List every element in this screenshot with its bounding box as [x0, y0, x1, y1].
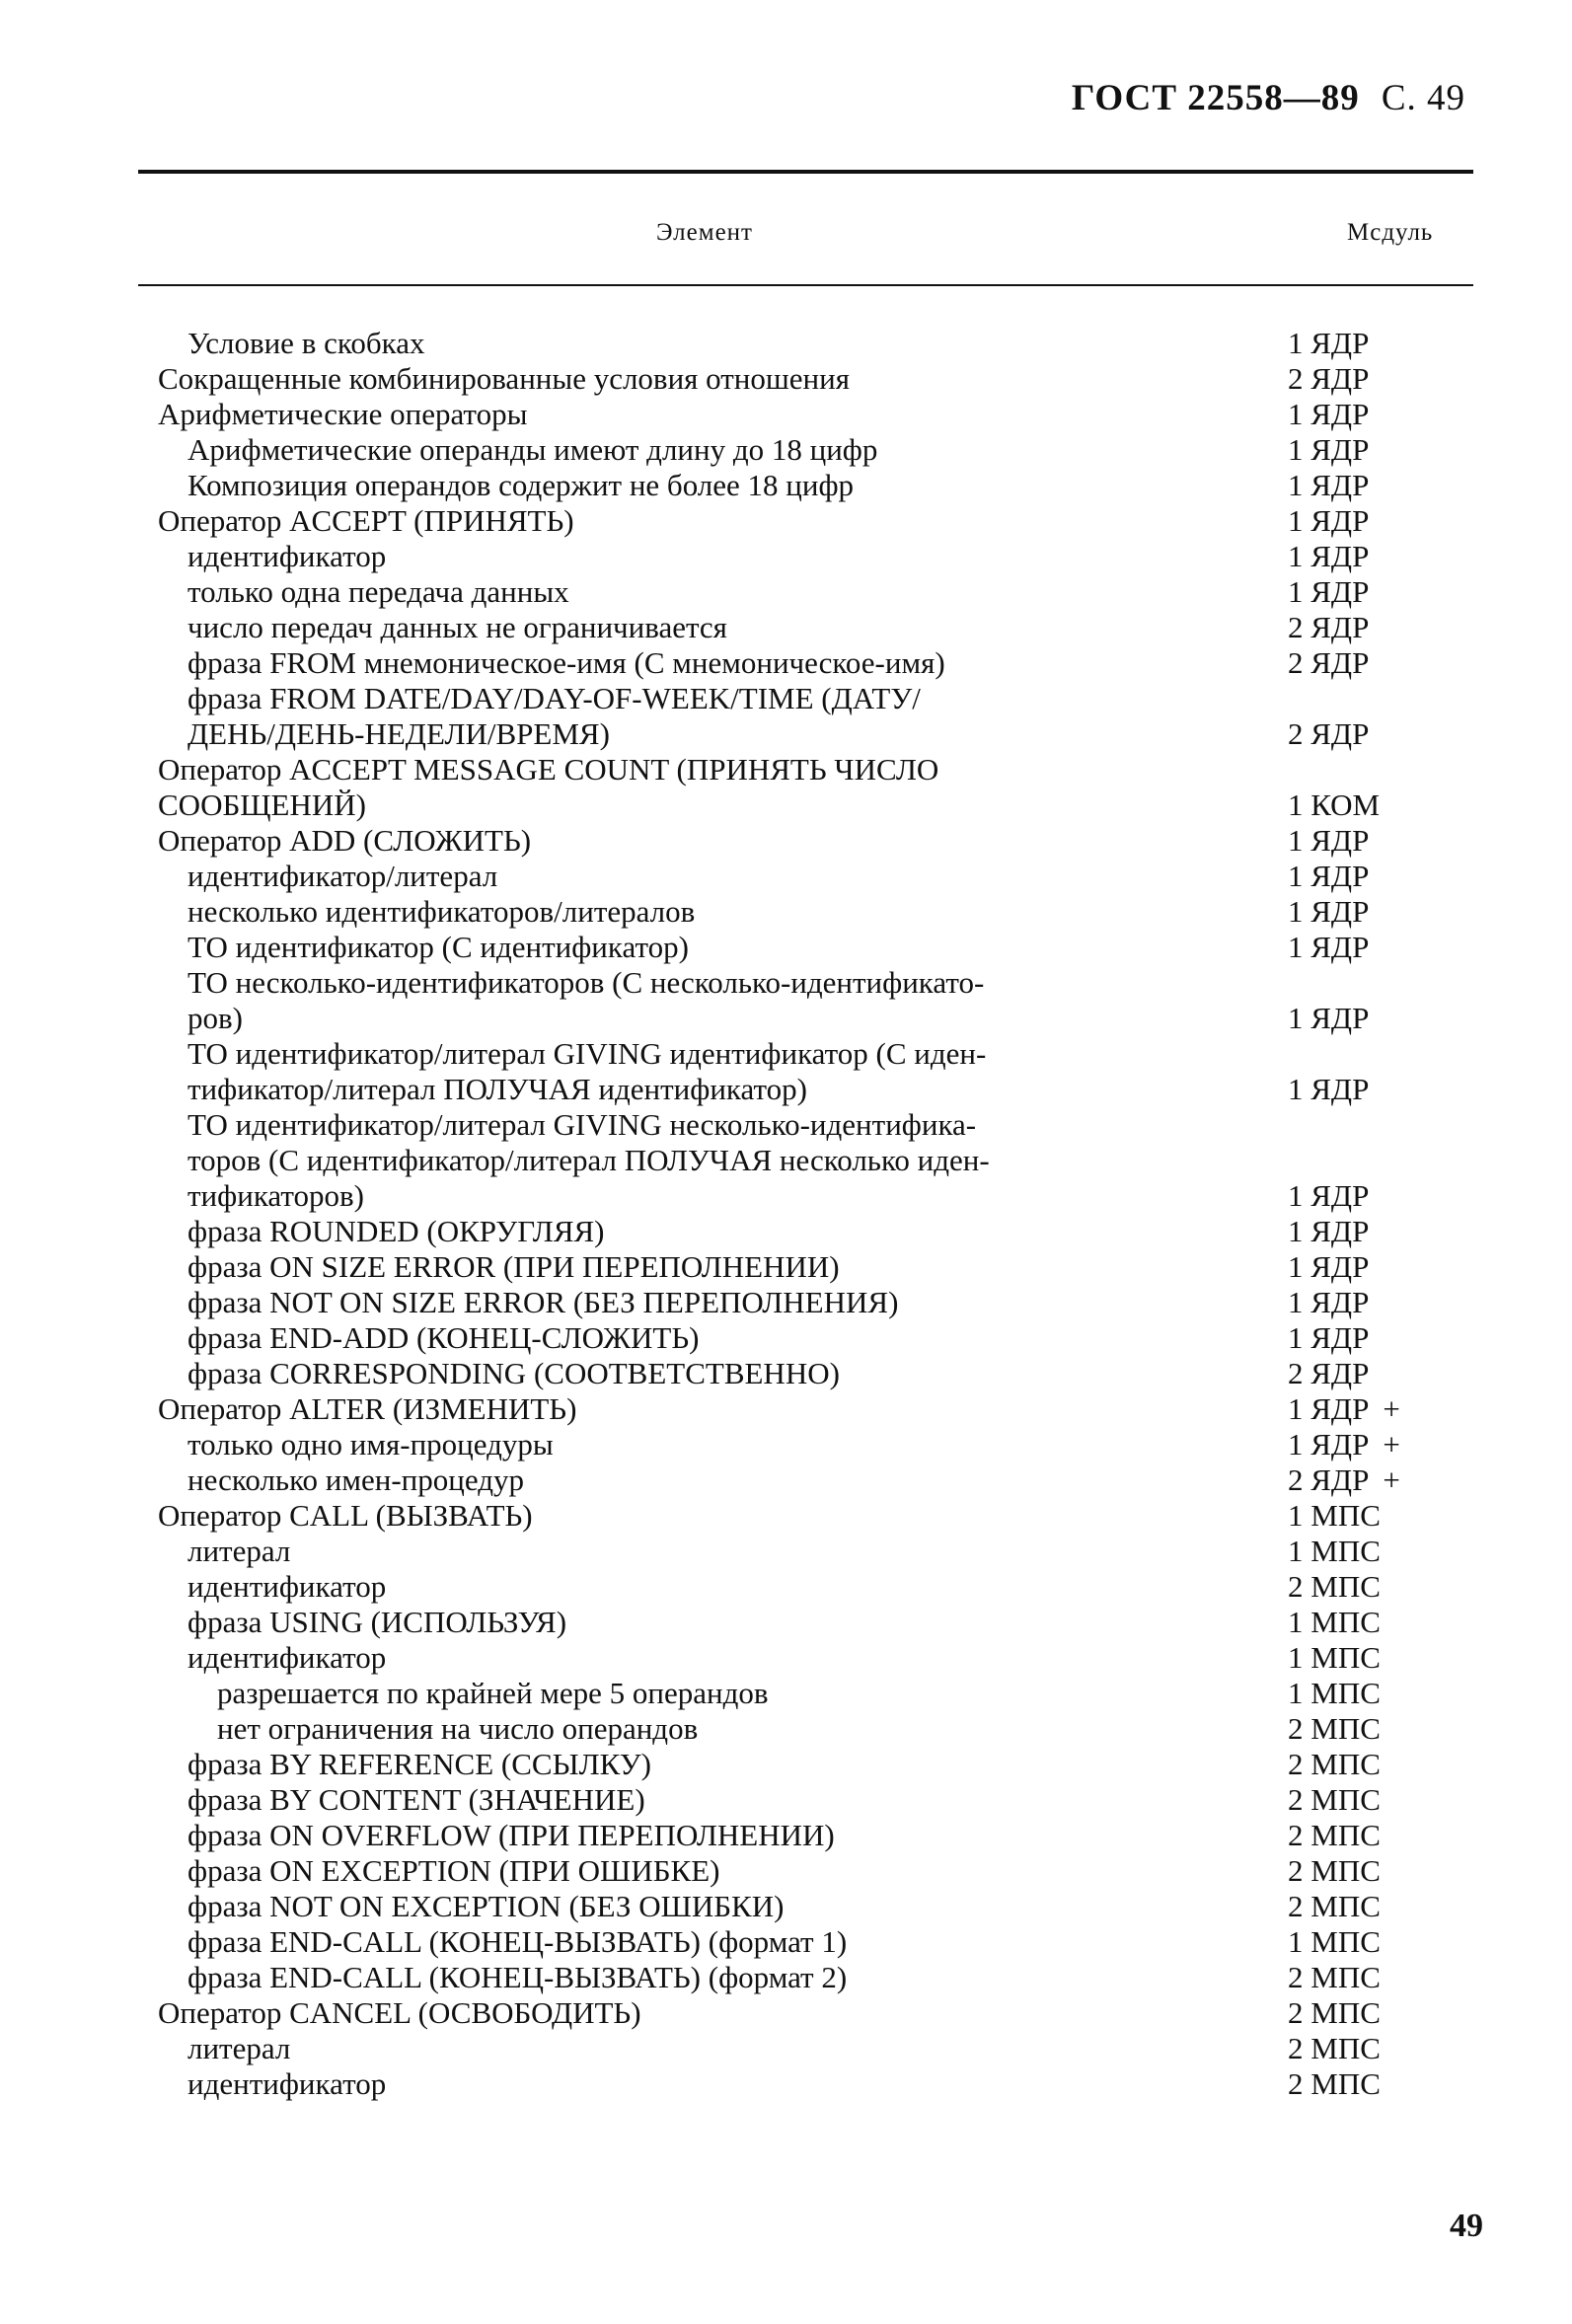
- module-value: 2 ЯДР: [1288, 645, 1370, 680]
- element-text-line: разрешается по крайней мере 5 операндов: [217, 1676, 769, 1710]
- module-cell: [1288, 1427, 1400, 1462]
- element-text-line: Оператор CANCEL (ОСВОБОДИТЬ): [158, 1995, 641, 2030]
- table-row: [0, 574, 1572, 610]
- module-value: 1 ЯДР: [1288, 1391, 1370, 1426]
- element-cell: [187, 1889, 1236, 1924]
- module-value: 1 ЯДР: [1288, 1072, 1370, 1106]
- page-label: С. 49: [1381, 78, 1465, 118]
- module-value: 2 ЯДР: [1288, 1356, 1370, 1390]
- module-cell: [1288, 1072, 1369, 1107]
- module-value: 1 КОМ: [1288, 787, 1381, 822]
- table-row: [0, 1249, 1572, 1285]
- element-text-line: идентификатор: [187, 1569, 387, 1604]
- module-cell: [1288, 1782, 1381, 1818]
- table-top-rule: [138, 170, 1473, 174]
- element-text-line: фраза END-CALL (КОНЕЦ-ВЫЗВАТЬ) (формат 2): [187, 1960, 848, 1994]
- module-cell: [1288, 1391, 1400, 1427]
- module-cell: [1288, 930, 1369, 965]
- module-cell: [1288, 787, 1380, 823]
- module-value: 2 МПС: [1288, 1818, 1381, 1852]
- element-text-line: Оператор CALL (ВЫЗВАТЬ): [158, 1498, 533, 1533]
- element-text-line: фраза CORRESPONDING (СООТВЕТСТВЕННО): [187, 1356, 840, 1390]
- element-text-line: фраза END-CALL (КОНЕЦ-ВЫЗВАТЬ) (формат 1): [187, 1924, 848, 1959]
- element-cell: [187, 1853, 1236, 1889]
- table-row: [0, 1356, 1572, 1391]
- module-cell: [1288, 894, 1369, 930]
- table-row: [0, 1285, 1572, 1320]
- element-cell: [158, 1498, 1236, 1534]
- table-row: [0, 1782, 1572, 1818]
- table-row: [0, 1462, 1572, 1498]
- table-row: [0, 503, 1572, 539]
- module-cell: [1288, 1356, 1369, 1391]
- element-text-line: литерал: [187, 2031, 291, 2065]
- table-row: [0, 468, 1572, 503]
- module-value: 2 МПС: [1288, 1711, 1381, 1746]
- module-value: 1 МПС: [1288, 1498, 1381, 1533]
- table-row: [0, 1107, 1572, 1214]
- element-cell: [187, 1960, 1236, 1995]
- module-value: 1 ЯДР: [1288, 539, 1370, 573]
- plus-mark: +: [1383, 1462, 1400, 1497]
- plus-mark: +: [1383, 1427, 1400, 1462]
- standard-title: ГОСТ 22558—89: [1071, 78, 1360, 118]
- element-text-line: только одно имя-процедуры: [187, 1427, 554, 1462]
- element-cell: [187, 1036, 1236, 1107]
- table-row: [0, 1427, 1572, 1462]
- element-cell: [187, 965, 1236, 1036]
- element-cell: [187, 930, 1236, 965]
- element-text-line: Арифметические операторы: [158, 397, 528, 431]
- module-value: 1 МПС: [1288, 1924, 1381, 1959]
- element-cell: [187, 1640, 1236, 1676]
- table-row: [0, 1391, 1572, 1427]
- element-cell: [187, 894, 1236, 930]
- table-row: [0, 1036, 1572, 1107]
- element-text-line: Оператор ACCEPT MESSAGE COUNT (ПРИНЯТЬ ЧИСЛО: [158, 752, 939, 787]
- element-text-line: фраза NOT ON EXCEPTION (БЕЗ ОШИБКИ): [187, 1889, 785, 1923]
- element-text-line: фраза END-ADD (КОНЕЦ-СЛОЖИТЬ): [187, 1320, 700, 1355]
- module-cell: [1288, 1320, 1369, 1356]
- table-row: [0, 1711, 1572, 1747]
- element-cell: [187, 1285, 1236, 1320]
- table-row: [0, 432, 1572, 468]
- module-value: 2 МПС: [1288, 2066, 1381, 2101]
- element-text-line: фраза ROUNDED (ОКРУГЛЯЯ): [187, 1214, 605, 1248]
- element-cell: [187, 1924, 1236, 1960]
- element-cell: [187, 610, 1236, 645]
- element-text-line: СООБЩЕНИЙ): [158, 787, 366, 822]
- module-value: 2 ЯДР: [1288, 1462, 1370, 1497]
- module-cell: [1288, 1498, 1381, 1534]
- element-cell: [187, 1320, 1236, 1356]
- element-text-line: тификатор/литерал ПОЛУЧАЯ идентификатор): [187, 1072, 807, 1106]
- table-row: [0, 930, 1572, 965]
- module-value: 1 ЯДР: [1288, 1427, 1370, 1462]
- module-value: 1 ЯДР: [1288, 397, 1370, 431]
- element-text-line: нет ограничения на число операндов: [217, 1711, 699, 1746]
- element-cell: [187, 468, 1236, 503]
- module-value: 2 ЯДР: [1288, 716, 1370, 751]
- module-value: 1 ЯДР: [1288, 1320, 1370, 1355]
- table-row: [0, 1853, 1572, 1889]
- element-text-line: идентификатор: [187, 2066, 387, 2101]
- element-cell: [187, 1534, 1236, 1569]
- table-row: [0, 1889, 1572, 1924]
- element-text-line: фраза NOT ON SIZE ERROR (БЕЗ ПЕРЕПОЛНЕНИЯ): [187, 1285, 899, 1319]
- module-value: 1 ЯДР: [1288, 432, 1370, 467]
- module-cell: [1288, 1462, 1400, 1498]
- element-text-line: ТО идентификатор/литерал GIVING несколько-идентифика-: [187, 1107, 977, 1142]
- table-row: [0, 823, 1572, 859]
- module-cell: [1288, 539, 1369, 574]
- element-cell: [187, 2031, 1236, 2066]
- table-row: [0, 1640, 1572, 1676]
- module-value: 2 ЯДР: [1288, 361, 1370, 396]
- element-cell: [158, 397, 1236, 432]
- element-cell: [187, 1818, 1236, 1853]
- table-row: [0, 1534, 1572, 1569]
- element-text-line: несколько идентификаторов/литералов: [187, 894, 696, 929]
- module-cell: [1288, 823, 1369, 859]
- table-header-rule: [138, 284, 1473, 286]
- table-row: [0, 681, 1572, 752]
- element-cell: [158, 1391, 1236, 1427]
- table-row: [0, 1924, 1572, 1960]
- page-number: 49: [1450, 2208, 1483, 2244]
- element-text-line: несколько имен-процедур: [187, 1462, 524, 1497]
- module-cell: [1288, 1818, 1381, 1853]
- table-row: [0, 965, 1572, 1036]
- element-cell: [187, 1427, 1236, 1462]
- element-cell: [187, 2066, 1236, 2102]
- element-cell: [158, 1995, 1236, 2031]
- table-row: [0, 1747, 1572, 1782]
- element-cell: [158, 823, 1236, 859]
- element-cell: [187, 1249, 1236, 1285]
- table-row: [0, 539, 1572, 574]
- element-cell: [187, 1605, 1236, 1640]
- module-cell: [1288, 2066, 1381, 2102]
- element-text-line: Условие в скобках: [187, 326, 425, 360]
- element-text-line: только одна передача данных: [187, 574, 569, 609]
- table-row: [0, 1569, 1572, 1605]
- module-cell: [1288, 1995, 1381, 2031]
- module-value: 1 ЯДР: [1288, 859, 1370, 893]
- element-text-line: идентификатор: [187, 1640, 387, 1675]
- module-value: 2 МПС: [1288, 1995, 1381, 2030]
- module-cell: [1288, 1889, 1381, 1924]
- module-cell: [1288, 468, 1369, 503]
- element-text-line: идентификатор: [187, 539, 387, 573]
- module-cell: [1288, 716, 1369, 752]
- module-value: 2 МПС: [1288, 1782, 1381, 1817]
- module-cell: [1288, 361, 1369, 397]
- element-table: [0, 326, 1572, 2102]
- module-cell: [1288, 610, 1369, 645]
- element-cell: [187, 1462, 1236, 1498]
- module-value: 1 ЯДР: [1288, 894, 1370, 929]
- element-cell: [187, 1214, 1236, 1249]
- module-cell: [1288, 1285, 1369, 1320]
- element-cell: [187, 1356, 1236, 1391]
- table-row: [0, 2031, 1572, 2066]
- module-value: 1 МПС: [1288, 1676, 1381, 1710]
- element-cell: [187, 1107, 1236, 1214]
- table-row: [0, 1960, 1572, 1995]
- element-cell: [158, 503, 1236, 539]
- element-text-line: идентификатор/литерал: [187, 859, 498, 893]
- element-text-line: ТО идентификатор/литерал GIVING идентификатор (С иден-: [187, 1036, 987, 1071]
- module-cell: [1288, 1853, 1381, 1889]
- page-header: [1072, 77, 1465, 119]
- module-value: 1 ЯДР: [1288, 1285, 1370, 1319]
- element-text-line: тификаторов): [187, 1178, 364, 1213]
- module-value: 1 ЯДР: [1288, 1249, 1370, 1284]
- element-text-line: ТО идентификатор (С идентификатор): [187, 930, 689, 964]
- module-cell: [1288, 1534, 1381, 1569]
- module-value: 1 ЯДР: [1288, 1178, 1370, 1213]
- module-cell: [1288, 432, 1369, 468]
- element-cell: [158, 361, 1236, 397]
- column-header-element: Элемент: [656, 219, 753, 246]
- element-text-line: фраза USING (ИСПОЛЬЗУЯ): [187, 1605, 567, 1639]
- table-row: [0, 1676, 1572, 1711]
- module-value: 1 ЯДР: [1288, 326, 1370, 360]
- table-row: [0, 610, 1572, 645]
- element-cell: [187, 432, 1236, 468]
- element-cell: [187, 1569, 1236, 1605]
- module-value: 1 МПС: [1288, 1534, 1381, 1568]
- table-row: [0, 326, 1572, 361]
- element-text-line: Оператор ADD (СЛОЖИТЬ): [158, 823, 532, 858]
- plus-mark: +: [1383, 1391, 1400, 1426]
- table-row: [0, 361, 1572, 397]
- module-value: 1 ЯДР: [1288, 468, 1370, 502]
- module-value: 2 МПС: [1288, 2031, 1381, 2065]
- element-text-line: фраза FROM мнемоническое-имя (С мнемоническое-имя): [187, 645, 945, 680]
- table-row: [0, 894, 1572, 930]
- element-text-line: фраза FROM DATE/DAY/DAY-OF-WEEK/TIME (ДАТУ/: [187, 681, 921, 715]
- module-cell: [1288, 1001, 1369, 1036]
- module-cell: [1288, 1676, 1381, 1711]
- module-value: 1 ЯДР: [1288, 930, 1370, 964]
- module-cell: [1288, 1640, 1381, 1676]
- module-value: 1 МПС: [1288, 1605, 1381, 1639]
- element-cell: [187, 539, 1236, 574]
- element-cell: [217, 1711, 1236, 1747]
- module-value: 1 ЯДР: [1288, 574, 1370, 609]
- module-value: 1 ЯДР: [1288, 503, 1370, 538]
- element-cell: [187, 1782, 1236, 1818]
- element-text-line: Композиция операндов содержит не более 18 цифр: [187, 468, 855, 502]
- module-value: 1 ЯДР: [1288, 1001, 1370, 1035]
- module-cell: [1288, 397, 1369, 432]
- element-text-line: ТО несколько-идентификаторов (С несколько-идентификато-: [187, 965, 985, 1000]
- module-cell: [1288, 1569, 1381, 1605]
- module-cell: [1288, 859, 1369, 894]
- element-cell: [187, 326, 1236, 361]
- module-cell: [1288, 1924, 1381, 1960]
- module-cell: [1288, 574, 1369, 610]
- module-cell: [1288, 503, 1369, 539]
- element-text-line: Оператор ALTER (ИЗМЕНИТЬ): [158, 1391, 577, 1426]
- module-value: 2 МПС: [1288, 1853, 1381, 1888]
- module-value: 2 ЯДР: [1288, 610, 1370, 644]
- element-text-line: ДЕНЬ/ДЕНЬ-НЕДЕЛИ/ВРЕМЯ): [187, 716, 610, 751]
- module-value: 1 МПС: [1288, 1640, 1381, 1675]
- module-value: 2 МПС: [1288, 1569, 1381, 1604]
- element-cell: [187, 681, 1236, 752]
- element-text-line: Арифметические операнды имеют длину до 18 цифр: [187, 432, 878, 467]
- table-row: [0, 397, 1572, 432]
- element-cell: [187, 1747, 1236, 1782]
- module-value: 1 ЯДР: [1288, 1214, 1370, 1248]
- table-row: [0, 2066, 1572, 2102]
- table-row: [0, 859, 1572, 894]
- element-text-line: фраза BY REFERENCE (ССЫЛКУ): [187, 1747, 651, 1781]
- element-cell: [158, 752, 1236, 823]
- module-value: 1 ЯДР: [1288, 823, 1370, 858]
- module-value: 2 МПС: [1288, 1747, 1381, 1781]
- table-row: [0, 752, 1572, 823]
- module-cell: [1288, 1711, 1381, 1747]
- element-cell: [217, 1676, 1236, 1711]
- module-value: 2 МПС: [1288, 1960, 1381, 1994]
- table-row: [0, 1995, 1572, 2031]
- element-text-line: Оператор ACCEPT (ПРИНЯТЬ): [158, 503, 574, 538]
- element-text-line: ров): [187, 1001, 243, 1035]
- module-cell: [1288, 2031, 1381, 2066]
- element-text-line: фраза BY CONTENT (ЗНАЧЕНИЕ): [187, 1782, 645, 1817]
- element-cell: [187, 574, 1236, 610]
- module-cell: [1288, 1178, 1369, 1214]
- table-row: [0, 1498, 1572, 1534]
- module-cell: [1288, 326, 1369, 361]
- column-header-module: Мсдуль: [1347, 219, 1434, 246]
- table-row: [0, 1818, 1572, 1853]
- element-text-line: число передач данных не ограничивается: [187, 610, 727, 644]
- element-text-line: фраза ON OVERFLOW (ПРИ ПЕРЕПОЛНЕНИИ): [187, 1818, 835, 1852]
- module-cell: [1288, 1747, 1381, 1782]
- module-cell: [1288, 1960, 1381, 1995]
- table-row: [0, 1605, 1572, 1640]
- module-cell: [1288, 1605, 1381, 1640]
- module-value: 2 МПС: [1288, 1889, 1381, 1923]
- module-cell: [1288, 645, 1369, 681]
- table-row: [0, 1320, 1572, 1356]
- element-cell: [187, 645, 1236, 681]
- module-cell: [1288, 1249, 1369, 1285]
- table-row: [0, 1214, 1572, 1249]
- element-text-line: Сокращенные комбинированные условия отношения: [158, 361, 850, 396]
- element-text-line: фраза ON SIZE ERROR (ПРИ ПЕРЕПОЛНЕНИИ): [187, 1249, 840, 1284]
- module-cell: [1288, 1214, 1369, 1249]
- element-cell: [187, 859, 1236, 894]
- element-text-line: фраза ON EXCEPTION (ПРИ ОШИБКЕ): [187, 1853, 720, 1888]
- element-text-line: литерал: [187, 1534, 291, 1568]
- element-text-line: торов (С идентификатор/литерал ПОЛУЧАЯ несколько иден-: [187, 1143, 990, 1177]
- table-row: [0, 645, 1572, 681]
